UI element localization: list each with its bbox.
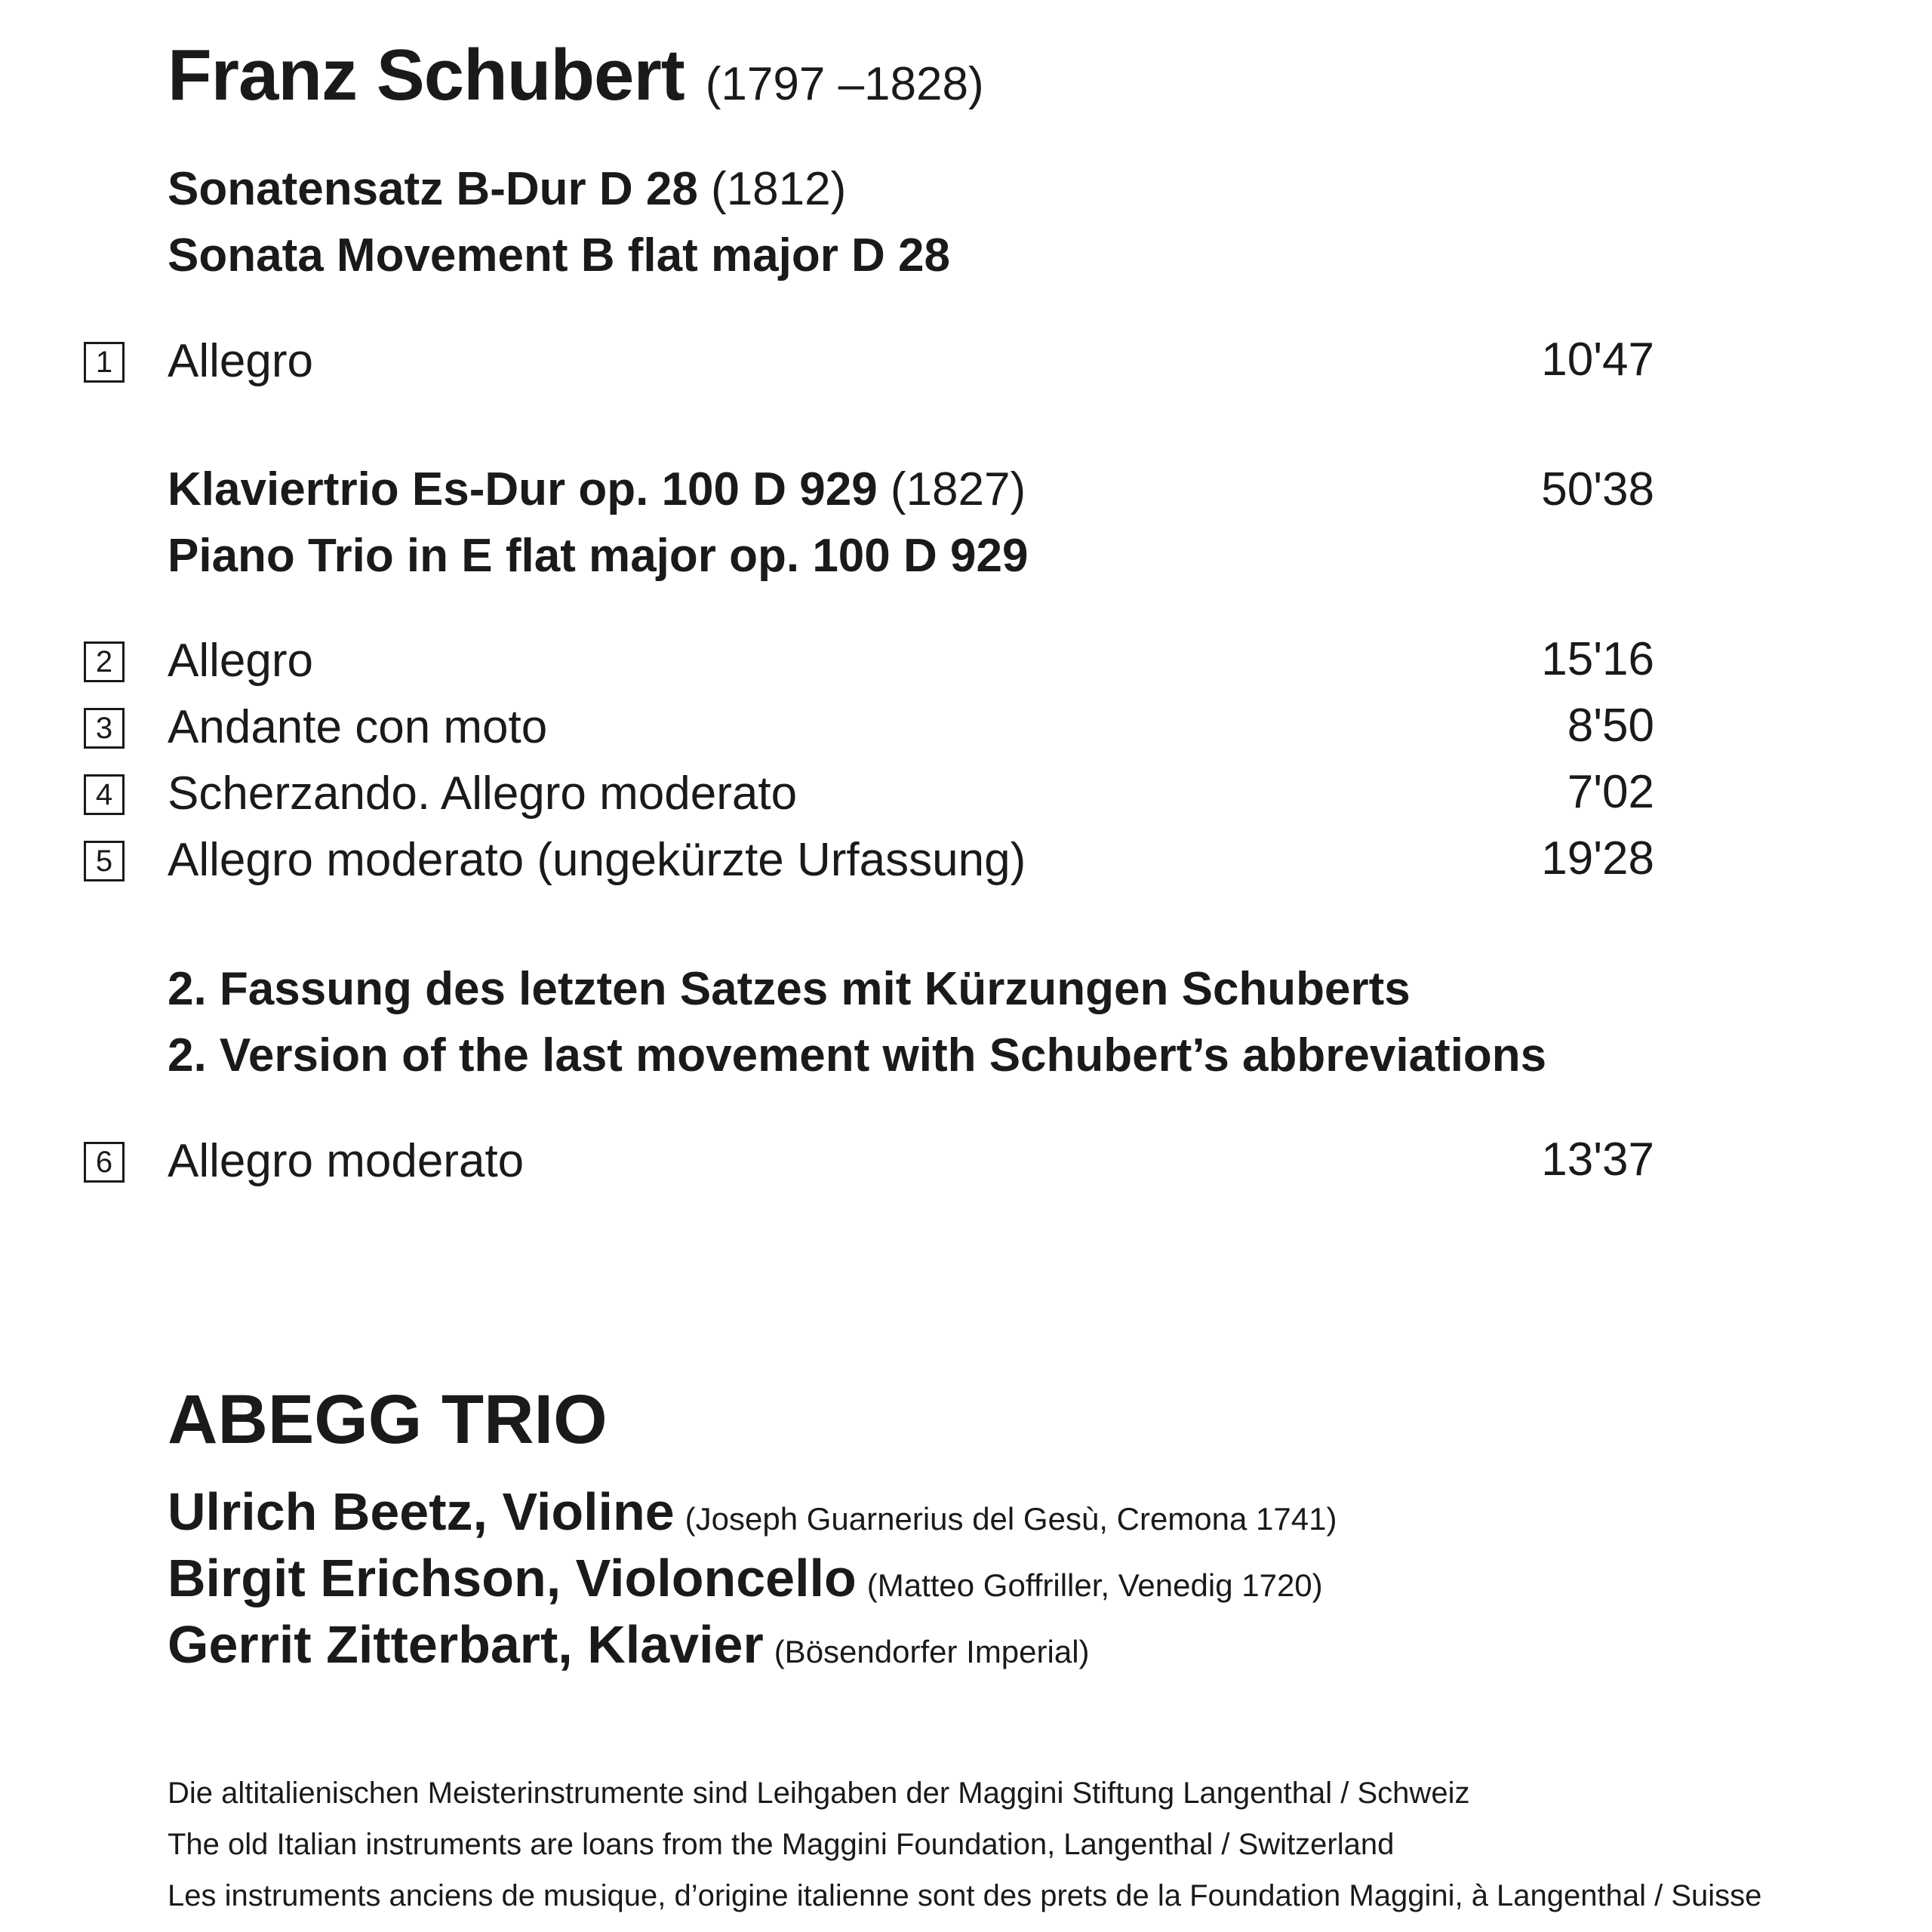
performer-instrument: (Joseph Guarnerius del Gesù, Cremona 1741) xyxy=(685,1501,1337,1537)
performer-name: Ulrich Beetz, Violine xyxy=(168,1482,675,1541)
track-title: Scherzando. Allegro moderato xyxy=(168,768,798,820)
track-number-box: 1 xyxy=(84,342,125,383)
track-duration: 7'02 xyxy=(1567,766,1654,818)
work-title: 2. Fassung des letzten Satzes mit Kürzungen Schuberts xyxy=(168,963,1411,1015)
performer-instrument: (Bösendorfer Imperial) xyxy=(774,1634,1090,1669)
performer-name: Birgit Erichson, Violoncello xyxy=(168,1549,857,1607)
composer-heading xyxy=(168,35,984,115)
credit-line: Die altitalienischen Meisterinstrumente sind Leihgaben der Maggini Stiftung Langenthal / Schweiz xyxy=(168,1777,1470,1810)
work-year: (1812) xyxy=(711,163,847,215)
track-duration: 10'47 xyxy=(1541,334,1654,386)
track-title: Allegro xyxy=(168,335,313,387)
track-duration: 19'28 xyxy=(1541,832,1654,884)
track-number-box: 3 xyxy=(84,708,125,749)
track-number-box: 6 xyxy=(84,1142,125,1183)
credit-line: Les instruments anciens de musique, d’origine italienne sont des prets de la Foundation Maggini, à Langenthal / Suisse xyxy=(168,1879,1762,1912)
track-number-box: 5 xyxy=(84,841,125,881)
track-title: Andante con moto xyxy=(168,701,548,753)
credit-line: The old Italian instruments are loans from the Maggini Foundation, Langenthal / Switzerland xyxy=(168,1828,1395,1861)
work-subtitle: Sonata Movement B flat major D 28 xyxy=(168,229,951,281)
composer-dates: (1797 –1828) xyxy=(705,58,984,110)
performer-name: Gerrit Zitterbart, Klavier xyxy=(168,1615,764,1674)
performer-instrument: (Matteo Goffriller, Venedig 1720) xyxy=(866,1567,1323,1603)
work-year: (1827) xyxy=(890,463,1026,515)
track-number-box: 4 xyxy=(84,774,125,815)
ensemble-name: ABEGG TRIO xyxy=(168,1381,608,1458)
work-title: Klaviertrio Es-Dur op. 100 D 929 (1827) xyxy=(168,463,1026,515)
track-duration: 8'50 xyxy=(1567,700,1654,752)
work-title: Sonatensatz B-Dur D 28 (1812) xyxy=(168,163,847,215)
performer xyxy=(168,1482,1337,1541)
track-title: Allegro xyxy=(168,635,313,687)
work-subtitle: 2. Version of the last movement with Schubert’s abbreviations xyxy=(168,1029,1547,1081)
work-subtitle: Piano Trio in E flat major op. 100 D 929 xyxy=(168,530,1029,582)
track-title: Allegro moderato xyxy=(168,1135,525,1187)
composer-name: Franz Schubert xyxy=(168,35,685,115)
track-number-box: 2 xyxy=(84,641,125,682)
performer xyxy=(168,1549,1323,1607)
track-title: Allegro moderato (ungekürzte Urfassung) xyxy=(168,834,1026,886)
track-duration: 13'37 xyxy=(1541,1134,1654,1186)
work-total-duration: 50'38 xyxy=(1541,463,1654,515)
performer xyxy=(168,1615,1090,1674)
track-duration: 15'16 xyxy=(1541,633,1654,685)
